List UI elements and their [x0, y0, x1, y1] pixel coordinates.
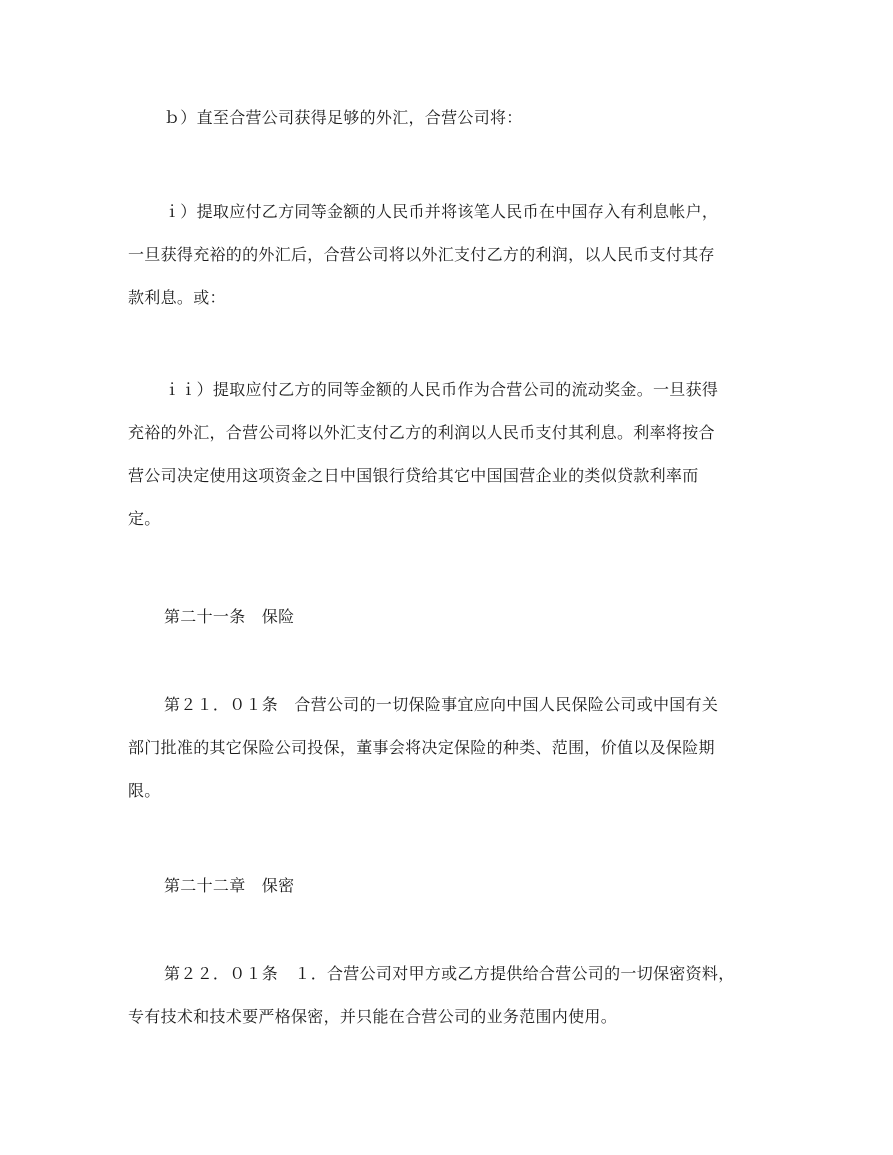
text-line: 限。 — [128, 781, 161, 800]
text-line: ｉｉ）提取应付乙方的同等金额的人民币作为合营公司的流动奖金。一旦获得 — [164, 380, 719, 399]
text-line: 充裕的外汇，合营公司将以外汇支付乙方的利润以人民币支付其利息。利率将按合 — [128, 423, 715, 442]
text-line: 第二十二章 保密 — [164, 876, 295, 895]
text-line: 第二十一条 保险 — [164, 607, 295, 626]
article-22-01 — [128, 952, 768, 1038]
paragraph-b — [128, 96, 768, 139]
text-line: ｂ）直至合营公司获得足够的外汇，合营公司将： — [164, 108, 523, 127]
chapter-heading-confidentiality — [128, 864, 768, 907]
text-line: 一旦获得充裕的的外汇后，合营公司将以外汇支付乙方的利润，以人民币支付其存 — [128, 245, 715, 264]
text-line: 部门批准的其它保险公司投保，董事会将决定保险的种类、范围，价值以及保险期 — [128, 738, 715, 757]
text-line: ｉ）提取应付乙方同等金额的人民币并将该笔人民币在中国存入有利息帐户， — [164, 202, 719, 221]
paragraph-ii — [128, 368, 768, 540]
text-line: 专有技术和技术要严格保密，并只能在合营公司的业务范围内使用。 — [128, 1007, 618, 1026]
text-line: 营公司决定使用这项资金之日中国银行贷给其它中国国营企业的类似贷款利率而 — [128, 466, 699, 485]
text-line: 款利息。或： — [128, 288, 226, 307]
article-21-01 — [128, 683, 768, 812]
section-heading-insurance — [128, 595, 768, 638]
text-line: 定。 — [128, 509, 161, 528]
paragraph-i — [128, 190, 768, 319]
text-line: 第２１．０１条 合营公司的一切保险事宜应向中国人民保险公司或中国有关 — [164, 695, 719, 714]
text-line: 第２２．０１条 １．合营公司对甲方或乙方提供给合营公司的一切保密资料， — [164, 964, 735, 983]
